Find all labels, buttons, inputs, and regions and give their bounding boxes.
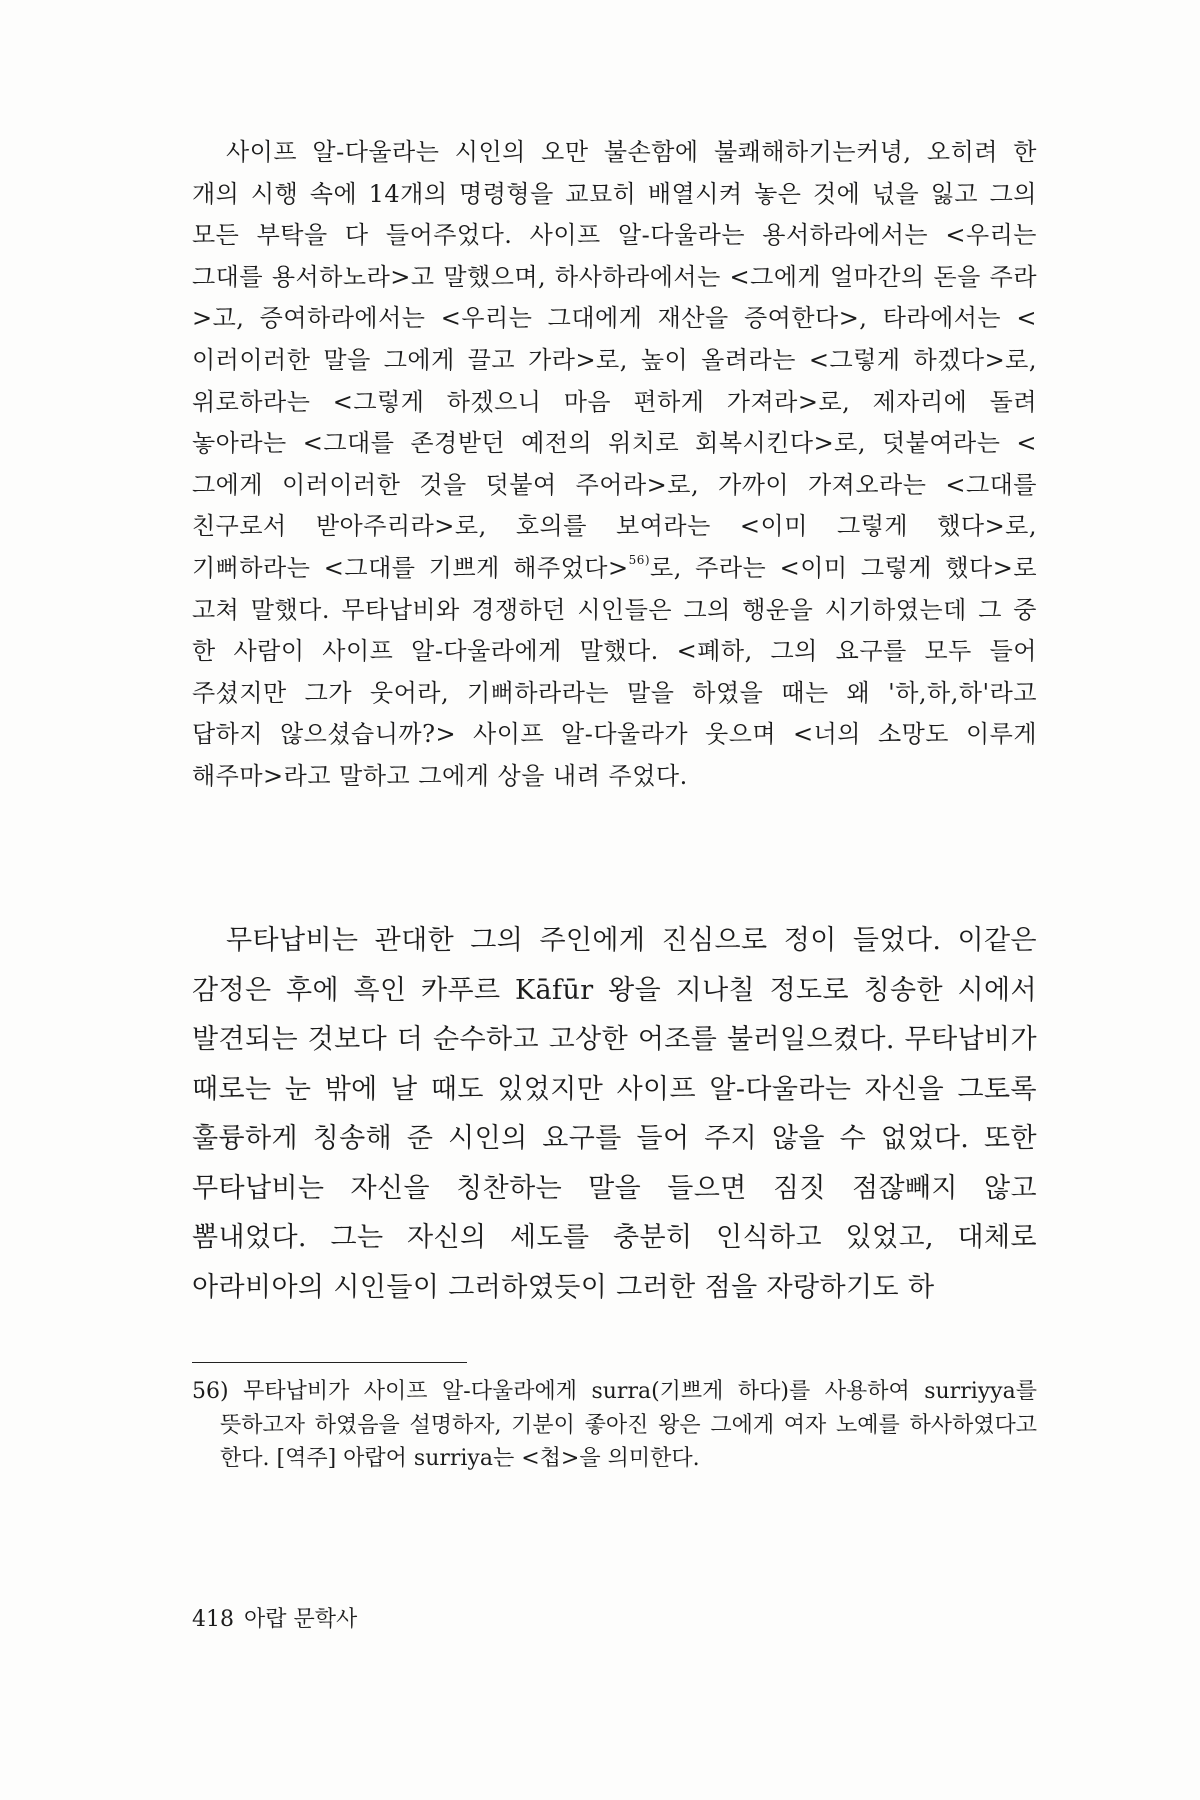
paragraph-text-part: 사이프 알-다울라는 시인의 오만 불손함에 불쾌해하기는커녕, 오히려 한 개의 시행 속에 14개의 명령형을 교묘히 배열시켜 놓은 것에 넋을 잃고 그의 모든 부탁을 다 들어주었다. 사이프 알-다울라는 용서하라에서는 <우리는 그대를 용서하노라>고 말했으며, 하사하라에서는 <그에게 얼마간의 돈을 주라>고, 증여하라에서는 <우리는 그대에게 재산을 증여한다>, 타라에서는 <이러이러한 말을 그에게 끌고 가라>로, 높이 올려라는 <그렇게 하겠다>로, 위로하라는 <그렇게 하겠으니 마음 편하게 가져라>로, 제자리에 돌려 놓아라는 <그대를 존경받던 예전의 위치로 회복시킨다>로, 덧붙여라는 <그에게 이러이러한 것을 덧붙여 주어라>로, 가까이 가져오라는 <그대를 친구로서 받아주리라>로, 호의를 보여라는 <이미 그렇게 했다>로, 기뻐하라는 <그대를 기쁘게 해주었다> [192, 138, 1037, 582]
footnote-number: 56) [192, 1379, 229, 1404]
running-title: 아랍 문학사 [244, 1607, 358, 1632]
body-paragraph: 무타납비는 관대한 그의 주인에게 진심으로 정이 들었다. 이같은 감정은 후에 흑인 카푸르 Kāfūr 왕을 지나칠 정도로 칭송한 시에서 발견되는 것보다 더 순수하고 고상한 어조를 불러일으켰다. 무타납비가 때로는 눈 밖에 날 때도 있었지만 사이프 알-다울라는 자신을 그토록 훌륭하게 칭송해 준 시인의 요구를 들어 주지 않을 수 없었다. 또한 무타납비는 자신을 칭찬하는 말을 들으면 짐짓 점잖빼지 않고 뽐내었다. 그는 자신의 세도를 충분히 인식하고 있었고, 대체로 아라비아의 시인들이 그러하였듯이 그러한 점을 자랑하기도 하 [192, 925, 1037, 1303]
body-paragraph [192, 132, 1037, 798]
page-footer [192, 1602, 367, 1633]
footnote-text: 무타납비가 사이프 알-다울라에게 surra(기쁘게 하다)를 사용하여 surriyya를 뜻하고자 하였음을 설명하자, 기분이 좋아진 왕은 그에게 여자 노예를 하사하였다고 한다. [역주] 아랍어 surriya는 <첩>을 의미한다. [220, 1379, 1037, 1471]
paragraph-text-part: 로, 주라는 <이미 그렇게 했다>로 고쳐 말했다. 무타납비와 경쟁하던 시인들은 그의 행운을 시기하였는데 그 중 한 사람이 사이프 알-다울라에게 말했다. <폐하, 그의 요구를 모두 들어 주셨지만 그가 웃어라, 기뻐하라라는 말을 하였을 때는 왜 '하,하,하'라고 답하지 않으셨습니까?> 사이프 알-다울라가 웃으며 <너의 소망도 이루게 해주마>라고 말하고 그에게 상을 내려 주었다. [192, 553, 1037, 790]
footnote-divider [192, 1362, 467, 1363]
page-number: 418 [192, 1607, 234, 1632]
footnote [192, 1375, 1037, 1476]
footnote-reference: 56) [628, 552, 651, 567]
